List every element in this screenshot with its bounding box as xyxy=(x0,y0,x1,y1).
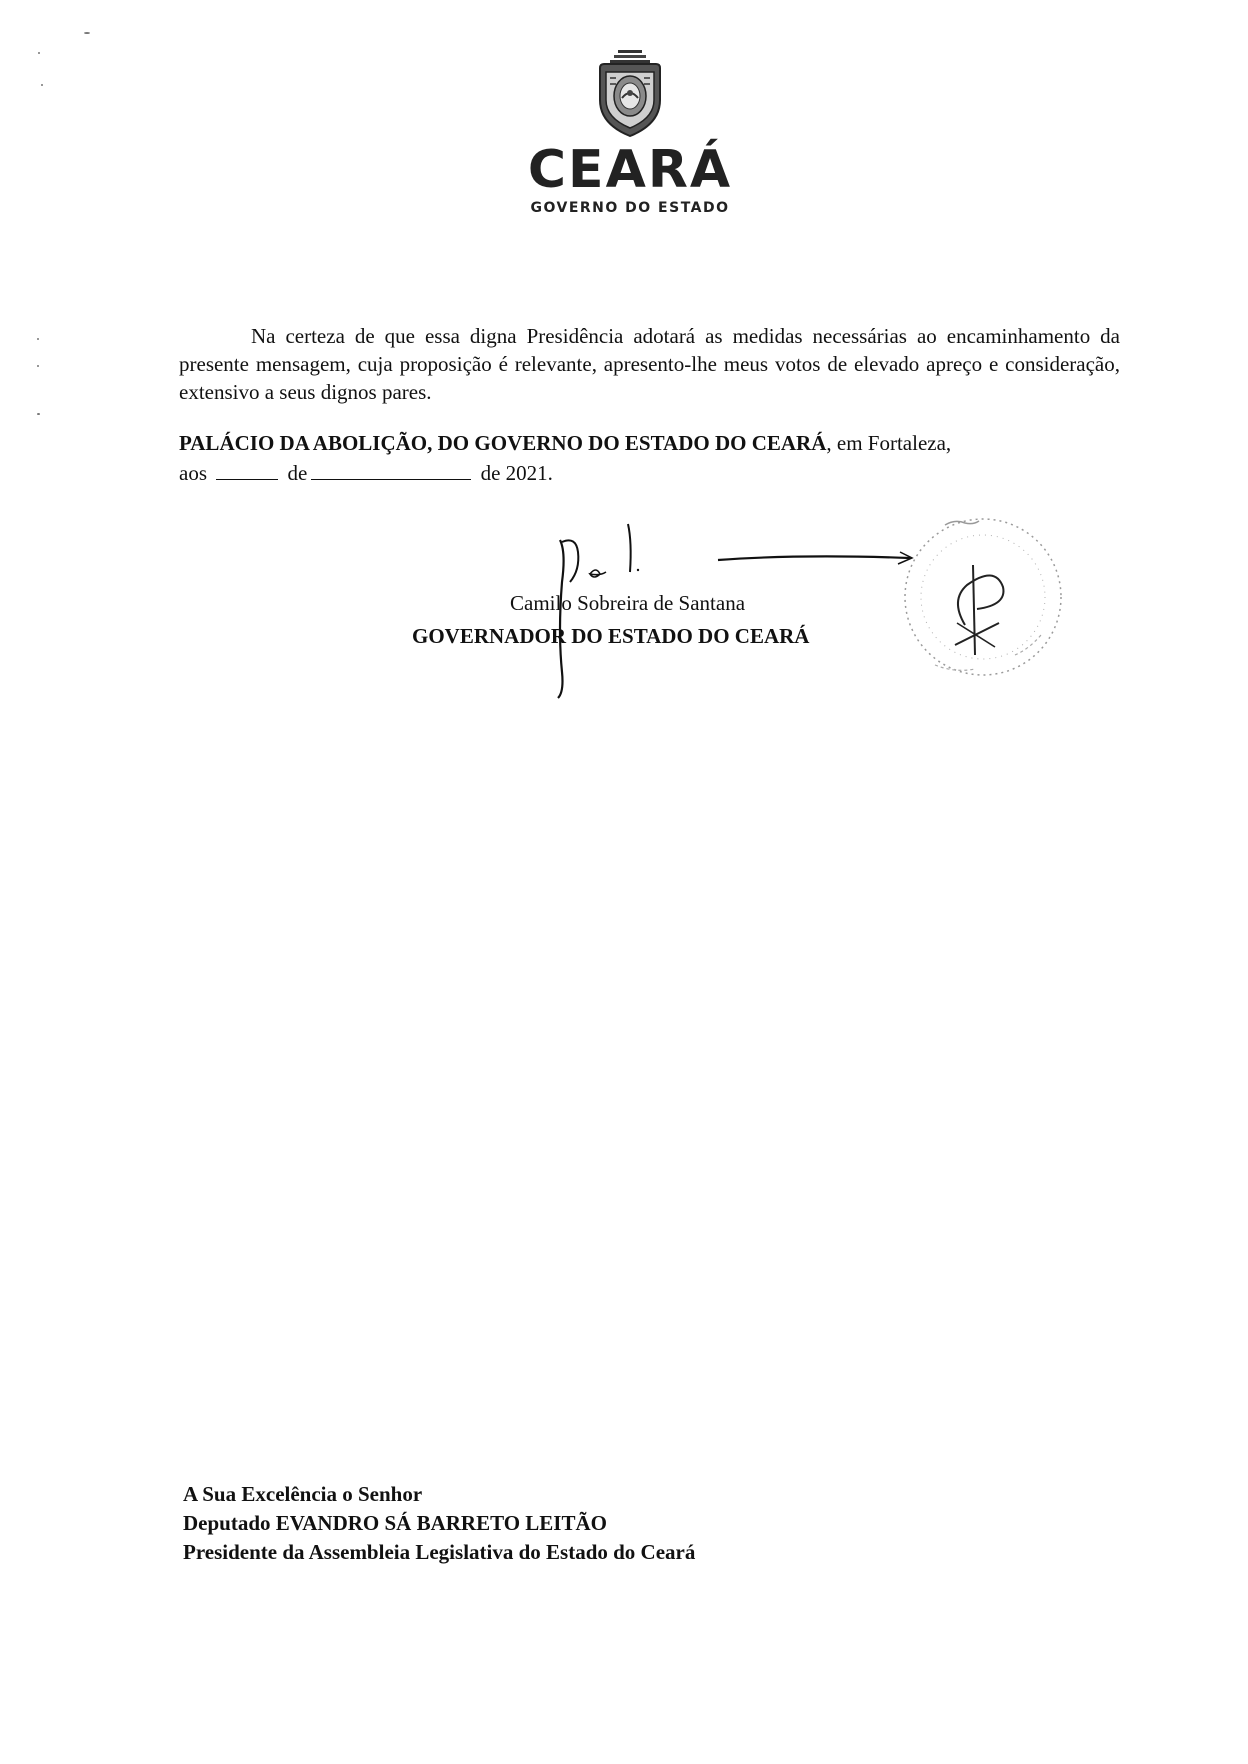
brand-name: CEARÁ xyxy=(527,140,733,200)
handwritten-signature-icon xyxy=(540,522,960,702)
closing-year: de 2021. xyxy=(480,461,553,485)
signer-title: GOVERNADOR DO ESTADO DO CEARÁ xyxy=(412,624,810,648)
closing-block xyxy=(179,428,1120,488)
addressee-block xyxy=(183,1480,983,1567)
signer-name: Camilo Sobreira de Santana xyxy=(510,591,746,615)
scan-speck xyxy=(41,84,43,86)
addressee-line-1: A Sua Excelência o Senhor xyxy=(183,1482,423,1506)
closing-line-2 xyxy=(179,458,1120,488)
closing-place: , em Fortaleza, xyxy=(826,431,952,455)
brand-subtitle: GOVERNO DO ESTADO xyxy=(530,200,730,216)
scan-speck xyxy=(37,365,39,367)
state-crest-icon xyxy=(592,48,668,140)
palace-name: PALÁCIO DA ABOLIÇÃO, DO GOVERNO DO ESTADO DO CEARÁ xyxy=(179,431,827,455)
body-paragraph: Na certeza de que essa digna Presidência adotará as medidas necessárias ao encaminhamento da presente mensagem, cuja proposição é relevante, apresento-lhe meus votos de elevado apreço e consideração, extensivo a seus dignos pares. xyxy=(179,324,1120,404)
scan-speck xyxy=(37,338,39,340)
closing-aos: aos xyxy=(179,461,207,485)
day-blank xyxy=(216,461,278,480)
addressee-line-2: Deputado EVANDRO SÁ BARRETO LEITÃO xyxy=(183,1511,607,1535)
closing-de: de xyxy=(287,461,308,485)
scan-speck xyxy=(38,52,40,54)
month-blank xyxy=(311,461,471,480)
scan-speck xyxy=(37,413,40,415)
scan-speck xyxy=(84,32,90,34)
addressee-line-3: Presidente da Assembleia Legislativa do Estado do Ceará xyxy=(183,1540,696,1564)
closing-line-1 xyxy=(179,428,1120,458)
